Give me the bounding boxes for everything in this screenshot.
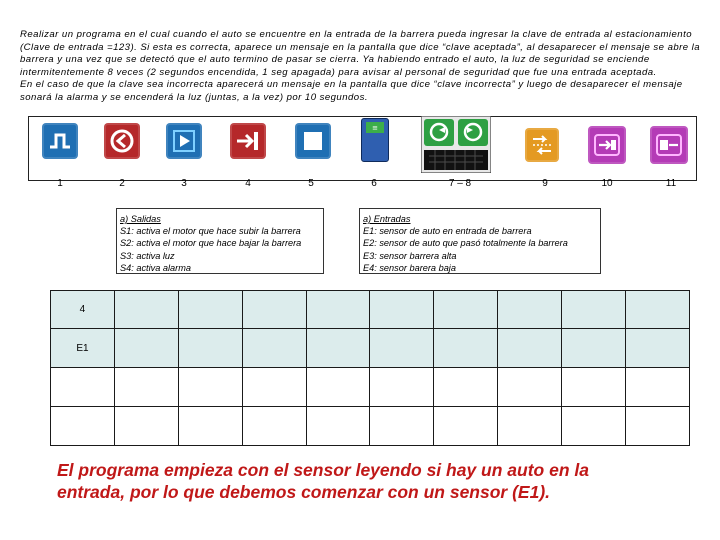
grid-row: [51, 407, 690, 446]
grid-cell[interactable]: [114, 329, 178, 368]
instructions-line: (Clave de entrada =123). Si esta es correcta, aparece un mensaje en la pantalla que dice “clave aceptada”, al desaparecer el mensaje se abre la: [20, 41, 701, 53]
grid-cell[interactable]: [306, 329, 370, 368]
grid-cell[interactable]: [242, 329, 306, 368]
grid-cell[interactable]: [370, 407, 434, 446]
exit-block-icon[interactable]: [230, 123, 266, 159]
block-number: 6: [371, 178, 377, 189]
grid-cell[interactable]: [306, 407, 370, 446]
block-number: 4: [245, 178, 251, 189]
switch-block-icon[interactable]: [525, 128, 559, 162]
grid-cell-label: E1: [51, 329, 115, 368]
grid-cell[interactable]: [626, 291, 690, 329]
blank-block-icon[interactable]: [295, 123, 331, 159]
block-number-row: [0, 178, 720, 192]
output-item: S3: activa luz: [120, 250, 175, 261]
grid-cell[interactable]: [306, 368, 370, 407]
start-block-icon[interactable]: [42, 123, 78, 159]
grid-cell[interactable]: [626, 407, 690, 446]
grid-cell[interactable]: [178, 291, 242, 329]
instructions-line: sonará la alarma y se encenderá la luz (juntas, a la vez) por 10 segundos.: [20, 91, 368, 103]
block-number: 10: [601, 178, 613, 189]
output-item: S1: activa el motor que hace subir la barrera: [120, 226, 301, 237]
block-number: 3: [181, 178, 187, 189]
input-item: E1: sensor de auto en entrada de barrera: [363, 226, 532, 237]
grid-cell[interactable]: [51, 368, 115, 407]
block-number: 9: [542, 178, 548, 189]
play-block-icon[interactable]: [166, 123, 202, 159]
grid-cell[interactable]: [178, 329, 242, 368]
grid-cell[interactable]: [562, 291, 626, 329]
receive-message-icon[interactable]: [650, 126, 688, 164]
outputs-box: [116, 208, 324, 274]
block-number: 11: [665, 178, 677, 189]
grid-cell[interactable]: [562, 329, 626, 368]
grid-cell[interactable]: [178, 368, 242, 407]
loop-structure-icon[interactable]: [421, 116, 491, 173]
block-number: 1: [57, 178, 63, 189]
outputs-title: a) Salidas: [120, 214, 161, 224]
footer-note: El programa empieza con el sensor leyendo si hay un auto en la entrada, por lo que debemos comenzar con un sensor (E1).: [57, 460, 589, 502]
grid-cell[interactable]: [498, 407, 562, 446]
input-item: E3: sensor barrera alta: [363, 250, 457, 261]
grid-row: [51, 329, 690, 368]
grid-cell[interactable]: [626, 368, 690, 407]
instructions-line: En el caso de que la clave sea incorrecta aparecerá un mensaje en la pantalla que dice “clave incorrecta” y luego de desaparecer el mensaje: [20, 79, 683, 91]
grid-row: [51, 291, 690, 329]
grid-cell[interactable]: [434, 291, 498, 329]
instructions-text: [20, 29, 710, 105]
output-item: S4: activa alarma: [120, 262, 191, 273]
svg-text:≡: ≡: [372, 124, 378, 132]
block-number: 7 – 8: [448, 178, 472, 189]
send-message-icon[interactable]: [588, 126, 626, 164]
grid-row: [51, 368, 690, 407]
inputs-title: a) Entradas: [363, 214, 411, 224]
instructions-line: intermitentemente 8 veces (2 segundos encendida, 1 seg apagada) para avisar al personal de seguridad que fue una entrada aceptada.: [20, 66, 657, 78]
grid-cell[interactable]: [114, 368, 178, 407]
grid-cell[interactable]: [178, 407, 242, 446]
grid-cell[interactable]: [51, 407, 115, 446]
input-item: E4: sensor barera baja: [363, 262, 456, 273]
grid-cell[interactable]: [370, 368, 434, 407]
grid-cell[interactable]: [434, 368, 498, 407]
grid-cell[interactable]: [498, 368, 562, 407]
grid-cell[interactable]: [242, 368, 306, 407]
grid-cell[interactable]: [242, 291, 306, 329]
inputs-box: [359, 208, 601, 274]
grid-cell[interactable]: [562, 368, 626, 407]
grid-cell[interactable]: [306, 291, 370, 329]
instructions-line: barrera y una vez que se detectó que el auto termino de pasar se cierra. Ya habiendo entrado el auto, la luz de seguridad se enciende: [20, 54, 650, 66]
stop-block-icon[interactable]: [104, 123, 140, 159]
grid-cell[interactable]: [626, 329, 690, 368]
grid-cell[interactable]: [114, 407, 178, 446]
block-number: 5: [308, 178, 314, 189]
grid-cell[interactable]: [370, 329, 434, 368]
block-number: 2: [119, 178, 125, 189]
grid-cell[interactable]: [434, 407, 498, 446]
grid-cell[interactable]: [370, 291, 434, 329]
program-grid: [50, 290, 690, 446]
input-item: E2: sensor de auto que pasó totalmente la barrera: [363, 238, 568, 249]
grid-cell-label: 4: [51, 291, 115, 329]
grid-cell[interactable]: [498, 291, 562, 329]
display-block-icon[interactable]: [361, 118, 389, 162]
grid-cell[interactable]: [562, 407, 626, 446]
grid-cell[interactable]: [242, 407, 306, 446]
output-item: S2: activa el motor que hace bajar la barrera: [120, 238, 302, 249]
instructions-line: Realizar un programa en el cual cuando el auto se encuentre en la entrada de la barrera pueda ingresar la clave de entrada al estacionamiento: [20, 29, 692, 40]
grid-cell[interactable]: [114, 291, 178, 329]
grid-cell[interactable]: [434, 329, 498, 368]
grid-cell[interactable]: [498, 329, 562, 368]
